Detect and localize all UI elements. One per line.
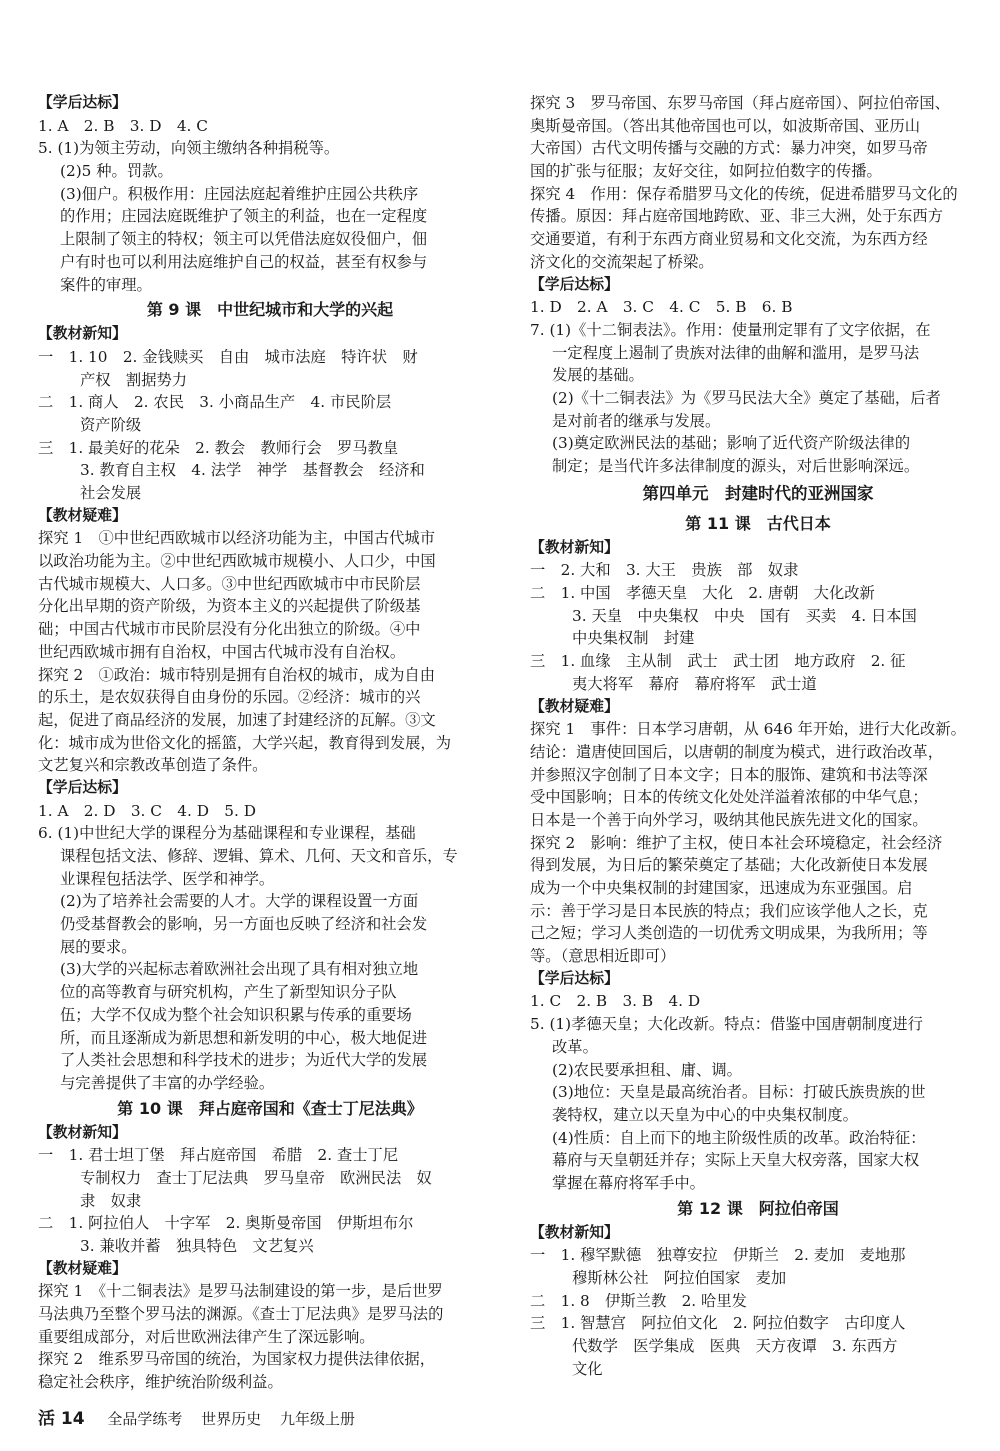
text-line: 探究 1 《十二铜表法》是罗马法制建设的第一步，是后世罗 <box>38 1282 443 1301</box>
text-line: 一 1. 穆罕默德 独尊安拉 伊斯兰 2. 麦加 麦地那 <box>530 1246 906 1265</box>
section-heading: 【教材新知】 <box>38 1123 127 1141</box>
text-line: 文化 <box>572 1359 603 1378</box>
text-line: 二 1. 阿拉伯人 十字军 2. 奥斯曼帝国 伊斯坦布尔 <box>38 1214 414 1233</box>
left-column <box>38 92 502 1394</box>
text-line: 掌握在幕府将军手中。 <box>552 1173 705 1192</box>
text-line: 探究 2 影响：维护了主权，使日本社会环境稳定，社会经济 <box>530 833 943 852</box>
text-line: 三 1. 智慧宫 阿拉伯文化 2. 阿拉伯数字 古印度人 <box>530 1314 906 1333</box>
series-name: 全品学练考 <box>107 1410 183 1428</box>
subject-name: 世界历史 <box>201 1410 262 1428</box>
text-line: 起，促进了商品经济的发展，加速了封建经济的瓦解。③文 <box>38 710 436 729</box>
text-line: 上限制了领主的特权；领主可以凭借法庭奴役佃户，佃 <box>60 230 428 249</box>
text-line: 探究 1 事件：日本学习唐朝，从 646 年开始，进行大化改新。 <box>530 720 966 739</box>
text-line: 3. 教育自主权 4. 法学 神学 基督教会 经济和 <box>80 461 425 480</box>
page-footer <box>38 1405 369 1433</box>
text-line: 展的要求。 <box>60 937 137 956</box>
unit-title: 第四单元 封建时代的亚洲国家 <box>642 483 874 503</box>
text-line: 5. (1)孝德天皇；大化改新。特点：借鉴中国唐朝制度进行 <box>530 1015 923 1034</box>
page-number: 活 14 <box>38 1409 85 1429</box>
text-line: 伍；大学不仅成为整个社会知识积累与传承的重要场 <box>60 1005 412 1024</box>
text-line: 幕府与天皇朝廷并存；实际上天皇大权旁落，国家大权 <box>552 1151 920 1170</box>
text-line: 等。（意思相近即可） <box>530 947 676 966</box>
text-line: 一 1. 君士坦丁堡 拜占庭帝国 希腊 2. 查士丁尼 <box>38 1146 399 1165</box>
text-line: 中央集权制 封建 <box>572 629 695 648</box>
text-line: (4)性质：自上而下的地主阶级性质的改革。政治特征： <box>552 1128 926 1147</box>
grade-name: 九年级上册 <box>279 1410 355 1428</box>
text-line: 夷大将军 幕府 幕府将军 武士道 <box>572 674 817 693</box>
text-line: 结论：遣唐使回国后，以唐朝的制度为模式，进行政治改革， <box>530 742 944 761</box>
text-line: 探究 2 ①政治：城市特别是拥有自治权的城市，成为自由 <box>38 665 436 684</box>
lesson-title: 第 12 课 阿拉伯帝国 <box>677 1198 839 1218</box>
text-line: 己之短；学习人类创造的一切优秀文明成果，为我所用；等 <box>530 924 928 943</box>
text-line: 3. 天皇 中央集权 中央 国有 买卖 4. 日本国 <box>572 606 917 625</box>
text-line: 所，而且逐渐成为新思想和新发明的中心，极大地促进 <box>60 1028 428 1047</box>
text-line: (3)大学的兴起标志着欧洲社会出现了具有相对独立地 <box>60 960 419 979</box>
section-heading: 【教材新知】 <box>530 538 619 556</box>
text-line: 重要组成部分，对后世欧洲法律产生了深远影响。 <box>38 1327 375 1346</box>
text-line: 隶 奴隶 <box>80 1191 142 1210</box>
text-line: 探究 2 维系罗马帝国的统治，为国家权力提供法律依据， <box>38 1350 436 1369</box>
lesson-title: 第 9 课 中世纪城市和大学的兴起 <box>146 300 394 320</box>
text-line: (2)5 种。罚款。 <box>60 162 173 181</box>
text-line: 1. D 2. A 3. C 4. C 5. B 6. B <box>530 298 793 317</box>
text-line: 稳定社会秩序，维护统治阶级利益。 <box>38 1373 283 1392</box>
text-line: 探究 1 ①中世纪西欧城市以经济功能为主，中国古代城市 <box>38 529 436 548</box>
text-line: 7. (1)《十二铜表法》。作用：使量刑定罪有了文字依据，在 <box>530 320 931 339</box>
text-line: 专制权力 查士丁尼法典 罗马皇帝 欧洲民法 奴 <box>80 1168 432 1187</box>
text-line: 二 1. 中国 孝德天皇 大化 2. 唐朝 大化改新 <box>530 584 875 603</box>
text-line: 得到发展，为日后的繁荣奠定了基础；大化改新使日本发展 <box>530 856 928 875</box>
section-heading: 【学后达标】 <box>38 94 127 111</box>
text-line: 位的高等教育与研究机构，产生了新型知识分子队 <box>60 983 397 1002</box>
text-line: 受中国影响；日本的传统文化处处洋溢着浓郁的中华气息； <box>530 788 928 807</box>
text-line: 一 1. 10 2. 金钱赎买 自由 城市法庭 特许状 财 <box>38 347 418 366</box>
text-line: 户有时也可以利用法庭维护自己的权益，甚至有权参与 <box>60 252 428 271</box>
text-line: 成为一个中央集权制的封建国家，迅速成为东亚强国。启 <box>530 879 913 897</box>
section-heading: 【教材新知】 <box>38 325 127 343</box>
text-line: (2)为了培养社会需要的人才。大学的课程设置一方面 <box>60 892 419 911</box>
text-line: 的乐土，是农奴获得自由身份的乐园。②经济：城市的兴 <box>38 688 421 707</box>
section-heading: 【学后达标】 <box>38 778 127 796</box>
text-line: 三 1. 血缘 主从制 武士 武士团 地方政府 2. 征 <box>530 652 906 671</box>
text-line: 案件的审理。 <box>60 275 152 294</box>
section-heading: 【教材疑难】 <box>38 506 127 524</box>
text-line: 世纪西欧城市拥有自治权，中国古代城市没有自治权。 <box>38 642 406 661</box>
text-line: 发展的基础。 <box>552 366 644 385</box>
text-line: 探究 3 罗马帝国、东罗马帝国（拜占庭帝国）、阿拉伯帝国、 <box>530 94 950 112</box>
text-line: 6. (1)中世纪大学的课程分为基础课程和专业课程，基础 <box>38 824 416 843</box>
text-line: 了人类社会思想和科学技术的进步；为近代大学的发展 <box>60 1051 428 1070</box>
text-line: 示：善于学习是日本民族的特点；我们应该学他人之长，克 <box>530 901 928 920</box>
lesson-title: 第 10 课 拜占庭帝国和《查士丁尼法典》 <box>117 1098 423 1118</box>
text-line: 马法典乃至整个罗马法的渊源。《查士丁尼法典》是罗马法的 <box>38 1305 444 1324</box>
text-line: 一定程度上遏制了贵族对法律的曲解和滥用，是罗马法 <box>552 343 920 362</box>
text-line: 大帝国）古代文明传播与交融的方式：暴力冲突，如罗马帝 <box>530 139 928 158</box>
text-line: 产权 割据势力 <box>80 370 188 389</box>
text-line: 社会发展 <box>80 484 142 502</box>
text-line: 奥斯曼帝国。（答出其他帝国也可以，如波斯帝国、亚历山 <box>530 116 921 135</box>
text-line: (3)奠定欧洲民法的基础；影响了近代资产阶级法律的 <box>552 434 911 453</box>
text-line: 化：城市成为世俗文化的摇篮，大学兴起，教育得到发展，为 <box>38 733 452 752</box>
text-line: 传播。原因：拜占庭帝国地跨欧、亚、非三大洲，处于东西方 <box>530 207 944 226</box>
text-line: 三 1. 最美好的花朵 2. 教会 教师行会 罗马教皇 <box>38 438 399 457</box>
right-column <box>530 92 986 1380</box>
text-line: 一 2. 大和 3. 大王 贵族 部 奴隶 <box>530 561 799 580</box>
lesson-title: 第 11 课 古代日本 <box>685 513 831 533</box>
section-heading: 【教材疑难】 <box>530 697 619 715</box>
text-line: 分化出早期的资产阶级，为资本主义的兴起提供了阶级基 <box>38 597 421 616</box>
text-line: 袭特权，建立以天皇为中心的中央集权制度。 <box>552 1105 858 1124</box>
text-line: 是对前者的继承与发展。 <box>552 411 721 430</box>
text-line: 并参照汉字创制了日本文字；日本的服饰、建筑和书法等深 <box>530 765 928 784</box>
text-line: 础；中国古代城市市民阶层没有分化出独立的阶级。④中 <box>38 620 421 639</box>
section-heading: 【学后达标】 <box>530 969 619 987</box>
text-line: 二 1. 8 伊斯兰教 2. 哈里发 <box>530 1291 747 1310</box>
text-line: 交通要道，有利于东西方商业贸易和文化交流，为东西方经 <box>530 230 928 249</box>
text-line: 的作用；庄园法庭既维护了领主的利益，也在一定程度 <box>60 207 428 226</box>
section-heading: 【学后达标】 <box>530 275 619 293</box>
text-line: 3. 兼收并蓄 独具特色 文艺复兴 <box>80 1237 314 1255</box>
text-line: 穆斯林公社 阿拉伯国家 麦加 <box>572 1269 787 1287</box>
text-line: (2)《十二铜表法》为《罗马民法大全》奠定了基础，后者 <box>552 388 941 407</box>
text-line: 课程包括文法、修辞、逻辑、算术、几何、天文和音乐，专 <box>60 847 458 865</box>
text-line: 代数学 医学集成 医典 天方夜谭 3. 东西方 <box>572 1337 898 1356</box>
text-line: 文艺复兴和宗教改革创造了条件。 <box>38 756 268 775</box>
text-line: 改革。 <box>552 1037 598 1056</box>
text-line: (3)佃户。积极作用：庄园法庭起着维护庄园公共秩序 <box>60 184 419 203</box>
text-line: 探究 4 作用：保存希腊罗马文化的传统，促进希腊罗马文化的 <box>530 184 958 203</box>
text-line: 古代城市规模大、人口多。③中世纪西欧城市中市民阶层 <box>38 574 421 593</box>
text-line: 国的扩张与征服；友好交往，如阿拉伯数字的传播。 <box>530 162 882 181</box>
text-line: 济文化的交流架起了桥梁。 <box>530 252 714 271</box>
text-line: 以政治功能为主。②中世纪西欧城市规模小、人口少，中国 <box>38 552 436 571</box>
text-line: 1. C 2. B 3. B 4. D <box>530 992 701 1011</box>
text-line: 5. (1)为领主劳动，向领主缴纳各种捐税等。 <box>38 139 340 158</box>
section-heading: 【教材疑难】 <box>38 1259 127 1277</box>
text-line: 1. A 2. D 3. C 4. D 5. D <box>38 801 257 820</box>
text-line: (3)地位：天皇是最高统治者。目标：打破氏族贵族的世 <box>552 1083 926 1102</box>
text-line: 仍受基督教会的影响，另一方面也反映了经济和社会发 <box>60 915 428 934</box>
section-heading: 【教材新知】 <box>530 1223 619 1241</box>
text-line: 日本是一个善于向外学习，吸纳其他民族先进文化的国家。 <box>530 810 928 829</box>
text-line: 业课程包括法学、医学和神学。 <box>60 869 275 888</box>
text-line: 资产阶级 <box>80 415 142 434</box>
text-line: 与完善提供了丰富的办学经验。 <box>60 1073 275 1092</box>
text-line: 1. A 2. B 3. D 4. C <box>38 116 208 135</box>
text-line: 制定；是当代许多法律制度的源头，对后世影响深远。 <box>552 457 920 475</box>
text-line: 二 1. 商人 2. 农民 3. 小商品生产 4. 市民阶层 <box>38 393 392 412</box>
text-line: (2)农民要承担租、庸、调。 <box>552 1060 742 1079</box>
